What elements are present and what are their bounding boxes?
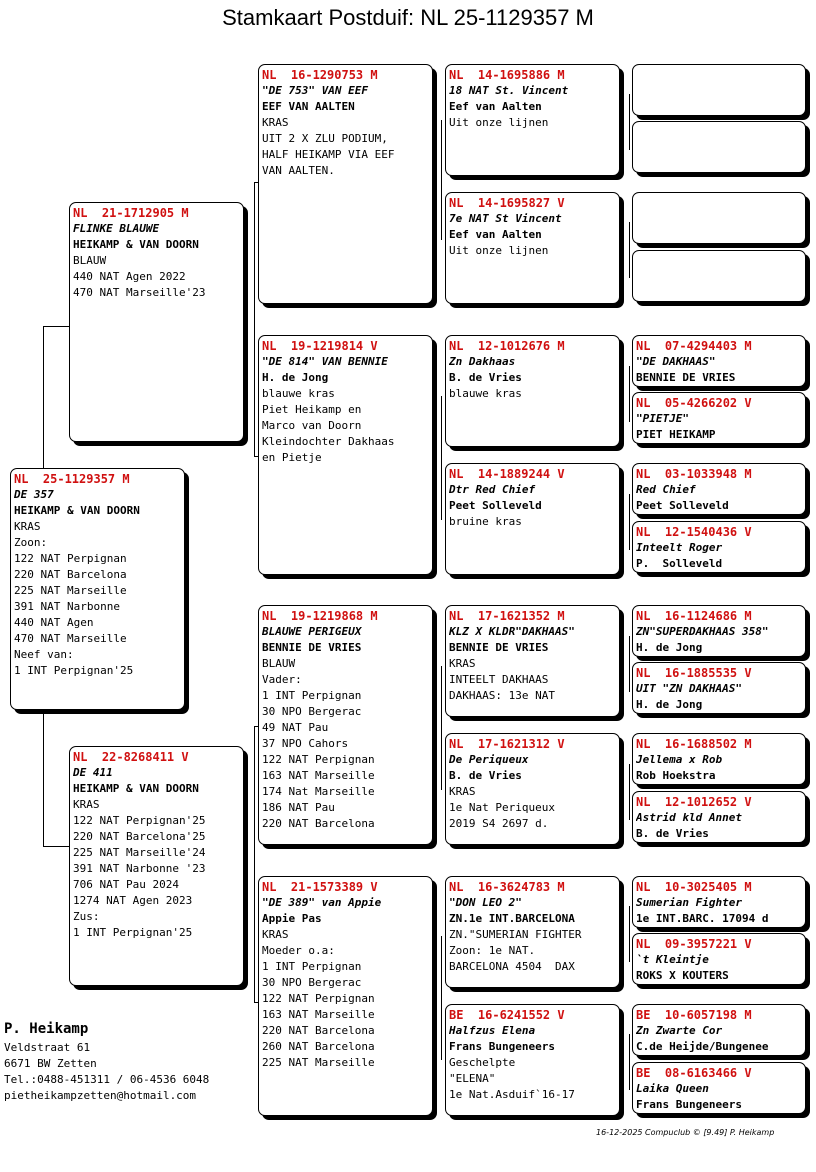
info-line: 470 NAT Marseille'23 (73, 286, 206, 299)
pedigree-card[interactable] (632, 1004, 806, 1056)
ring-number: NL 19-1219814 V (262, 339, 378, 353)
pigeon-name: "DE 753" VAN EEF (262, 84, 368, 97)
ring-number: NL 16-1688502 M (636, 737, 752, 751)
ring-number: NL 21-1712905 M (73, 206, 189, 220)
breeder-name: BENNIE DE VRIES (262, 641, 362, 654)
info-line: KRAS (449, 657, 476, 670)
pedigree-card[interactable] (632, 392, 806, 444)
owner-postcode: 6671 BW Zetten (4, 1057, 97, 1070)
info-line: 30 NPO Bergerac (262, 976, 362, 989)
info-line: 706 NAT Pau 2024 (73, 878, 179, 891)
ring-number: NL 16-3624783 M (449, 880, 565, 894)
info-line: "ELENA" (449, 1072, 496, 1085)
breeder-name: 1e INT.BARC. 17094 d (636, 912, 769, 925)
info-line: 225 NAT Marseille (14, 584, 127, 597)
info-line: 1 INT Perpignan (262, 689, 362, 702)
info-line: 220 NAT Barcelona (262, 1024, 375, 1037)
pigeon-name: Laika Queen (636, 1082, 709, 1095)
pedigree-card[interactable] (445, 733, 620, 845)
info-line: 174 Nat Marseille (262, 785, 375, 798)
owner-email[interactable]: pietheikampzetten@hotmail.com (4, 1089, 197, 1102)
breeder-name: Eef van Aalten (449, 228, 542, 241)
pigeon-name: Halfzus Elena (449, 1024, 536, 1037)
ring-number: NL 16-1885535 V (636, 666, 752, 680)
info-line: 391 NAT Narbonne '23 (73, 862, 206, 875)
pigeon-name: Sumerian Fighter (636, 896, 742, 909)
pedigree-card[interactable] (632, 192, 806, 244)
info-line: 1 INT Perpignan'25 (14, 664, 134, 677)
info-line: 1e Nat Periqueux (449, 801, 555, 814)
breeder-name: HEIKAMP & VAN DOORN (14, 504, 140, 517)
ring-number: NL 14-1695827 V (449, 196, 565, 210)
pigeon-name: 18 NAT St. Vincent (449, 84, 569, 97)
info-line: BARCELONA 4504 DAX (449, 960, 575, 973)
pigeon-name: "PIETJE" (636, 412, 689, 425)
owner-block (4, 1018, 209, 1104)
page-title: Stamkaart Postduif: NL 25-1129357 M (222, 5, 594, 30)
breeder-name: P. Solleveld (636, 557, 723, 570)
pigeon-name: Astrid kld Annet (636, 811, 742, 824)
pedigree-card[interactable] (632, 662, 806, 714)
pedigree-card[interactable] (258, 876, 433, 1116)
info-line: 220 NAT Barcelona'25 (73, 830, 206, 843)
pedigree-card[interactable] (258, 64, 433, 304)
breeder-name: ROKS X KOUTERS (636, 969, 729, 982)
info-line: en Pietje (262, 451, 322, 464)
pedigree-card[interactable] (632, 463, 806, 515)
breeder-name: HEIKAMP & VAN DOORN (73, 238, 199, 251)
pigeon-name: De Periqueux (449, 753, 529, 766)
ring-number: NL 07-4294403 M (636, 339, 752, 353)
info-line: blauwe kras (449, 387, 522, 400)
pigeon-name: Inteelt Roger (636, 541, 723, 554)
ring-number: NL 17-1621312 V (449, 737, 565, 751)
breeder-name: Appie Pas (262, 912, 322, 925)
info-line: 37 NPO Cahors (262, 737, 349, 750)
pedigree-card[interactable] (445, 605, 620, 717)
info-line: 122 NAT Perpignan'25 (73, 814, 206, 827)
info-line: Zus: (73, 910, 100, 923)
info-line: 225 NAT Marseille'24 (73, 846, 206, 859)
info-line: KRAS (449, 785, 476, 798)
info-line: KRAS (14, 520, 41, 533)
pigeon-name: 7e NAT St Vincent (449, 212, 562, 225)
breeder-name: H. de Jong (636, 641, 703, 654)
info-line: 1 INT Perpignan'25 (73, 926, 193, 939)
pedigree-card[interactable] (69, 746, 244, 986)
breeder-name: Peet Solleveld (449, 499, 542, 512)
breeder-name: EEF VAN AALTEN (262, 100, 355, 113)
breeder-name: Frans Bungeneers (449, 1040, 555, 1053)
pigeon-name: UIT "ZN DAKHAAS" (636, 682, 742, 695)
ring-number: NL 03-1033948 M (636, 467, 752, 481)
pigeon-name: Jellema x Rob (636, 753, 723, 766)
breeder-name: H. de Jong (262, 371, 329, 384)
ring-number: NL 05-4266202 V (636, 396, 752, 410)
info-line: 440 NAT Agen 2022 (73, 270, 186, 283)
ring-number: NL 22-8268411 V (73, 750, 189, 764)
pedigree-card[interactable] (632, 121, 806, 173)
info-line: Kleindochter Dakhaas (262, 435, 395, 448)
info-line: 220 NAT Barcelona (14, 568, 127, 581)
ring-number: NL 12-1012676 M (449, 339, 565, 353)
pedigree-card[interactable] (632, 250, 806, 302)
info-line: 1e Nat.Asduif`16-17 (449, 1088, 575, 1101)
info-line: 49 NAT Pau (262, 721, 329, 734)
ring-number: NL 14-1695886 M (449, 68, 565, 82)
ring-number: NL 17-1621352 M (449, 609, 565, 623)
info-line: Piet Heikamp en (262, 403, 362, 416)
breeder-name: C.de Heijde/Bungenee (636, 1040, 769, 1053)
info-line: 2019 S4 2697 d. (449, 817, 549, 830)
pigeon-name: Zn Dakhaas (449, 355, 516, 368)
breeder-name: B. de Vries (449, 371, 522, 384)
pedigree-card[interactable] (632, 64, 806, 116)
pigeon-name: Zn Zwarte Cor (636, 1024, 723, 1037)
pedigree-card[interactable] (445, 192, 620, 304)
ring-number: BE 10-6057198 M (636, 1008, 752, 1022)
pigeon-name: "DE 814" VAN BENNIE (262, 355, 388, 368)
ring-number: NL 19-1219868 M (262, 609, 378, 623)
breeder-name: Frans Bungeneers (636, 1098, 742, 1111)
breeder-name: Rob Hoekstra (636, 769, 716, 782)
info-line: Uit onze lijnen (449, 244, 549, 257)
info-line: Uit onze lijnen (449, 116, 549, 129)
info-line: BLAUW (73, 254, 107, 267)
pigeon-name: "DON LEO 2" (449, 896, 522, 909)
info-line: 1 INT Perpignan (262, 960, 362, 973)
pedigree-card[interactable] (632, 1062, 806, 1114)
pigeon-name: Dtr Red Chief (449, 483, 536, 496)
owner-address: Veldstraat 61 (4, 1041, 91, 1054)
info-line: BLAUW (262, 657, 296, 670)
info-line: KRAS (73, 798, 100, 811)
pedigree-card[interactable] (445, 335, 620, 447)
info-line: Moeder o.a: (262, 944, 335, 957)
pedigree-card[interactable] (632, 733, 806, 785)
breeder-name: BENNIE DE VRIES (636, 371, 736, 384)
pedigree-card[interactable] (445, 463, 620, 575)
ring-number: NL 16-1290753 M (262, 68, 378, 82)
info-line: 186 NAT Pau (262, 801, 335, 814)
pedigree-card[interactable] (632, 876, 806, 928)
pedigree-card[interactable] (632, 933, 806, 985)
info-line: 163 NAT Marseille (262, 769, 375, 782)
info-line: blauwe kras (262, 387, 335, 400)
pedigree-card[interactable] (632, 791, 806, 843)
ring-number: NL 16-1124686 M (636, 609, 752, 623)
pedigree-card[interactable] (69, 202, 244, 442)
breeder-name: PIET HEIKAMP (636, 428, 716, 441)
pedigree-card[interactable] (632, 335, 806, 387)
pedigree-card[interactable] (258, 605, 433, 845)
info-line: INTEELT DAKHAAS (449, 673, 549, 686)
owner-phone: Tel.:0488-451311 / 06-4536 6048 (4, 1073, 210, 1086)
info-line: 220 NAT Barcelona (262, 817, 375, 830)
footer-credit: 16-12-2025 Compuclub © [9.49] P. Heikamp (596, 1128, 775, 1137)
ring-number: NL 25-1129357 M (14, 472, 130, 486)
info-line: Zoon: 1e NAT. (449, 944, 536, 957)
pigeon-name: `t Kleintje (636, 953, 709, 966)
pedigree-card[interactable] (632, 605, 806, 657)
info-line: 440 NAT Agen (14, 616, 94, 629)
ring-number: NL 10-3025405 M (636, 880, 752, 894)
info-line: 391 NAT Narbonne (14, 600, 120, 613)
info-line: UIT 2 X ZLU PODIUM, (262, 132, 388, 145)
info-line: Neef van: (14, 648, 74, 661)
breeder-name: ZN.1e INT.BARCELONA (449, 912, 575, 925)
info-line: 163 NAT Marseille (262, 1008, 375, 1021)
info-line: 260 NAT Barcelona (262, 1040, 375, 1053)
info-line: Zoon: (14, 536, 48, 549)
info-line: ZN."SUMERIAN FIGHTER (449, 928, 582, 941)
owner-name: P. Heikamp (4, 1021, 89, 1037)
info-line: 122 NAT Perpignan (262, 753, 375, 766)
pigeon-name: DE 357 (14, 488, 54, 501)
info-line: Vader: (262, 673, 302, 686)
breeder-name: HEIKAMP & VAN DOORN (73, 782, 199, 795)
info-line: VAN AALTEN. (262, 164, 335, 177)
pedigree-card[interactable] (632, 521, 806, 573)
info-line: 225 NAT Marseille (262, 1056, 375, 1069)
pigeon-name: Red Chief (636, 483, 696, 496)
ring-number: NL 14-1889244 V (449, 467, 565, 481)
breeder-name: Eef van Aalten (449, 100, 542, 113)
pigeon-name: ZN"SUPERDAKHAAS 358" (636, 625, 769, 638)
info-line: 122 NAT Perpignan (14, 552, 127, 565)
ring-number: BE 08-6163466 V (636, 1066, 752, 1080)
info-line: HALF HEIKAMP VIA EEF (262, 148, 395, 161)
pedigree-card[interactable] (445, 64, 620, 176)
breeder-name: B. de Vries (449, 769, 522, 782)
pigeon-name: KLZ X KLDR"DAKHAAS" (449, 625, 575, 638)
pigeon-name: FLINKE BLAUWE (73, 222, 160, 235)
pedigree-card[interactable] (445, 1004, 620, 1116)
info-line: 122 NAT Perpignan (262, 992, 375, 1005)
info-line: KRAS (262, 928, 289, 941)
ring-number: NL 12-1540436 V (636, 525, 752, 539)
info-line: 1274 NAT Agen 2023 (73, 894, 193, 907)
pigeon-name: BLAUWE PERIGEUX (262, 625, 362, 638)
pigeon-name: "DE 389" van Appie (262, 896, 382, 909)
info-line: bruine kras (449, 515, 522, 528)
info-line: 470 NAT Marseille (14, 632, 127, 645)
ring-number: NL 21-1573389 V (262, 880, 378, 894)
info-line: 30 NPO Bergerac (262, 705, 362, 718)
breeder-name: BENNIE DE VRIES (449, 641, 549, 654)
breeder-name: Peet Solleveld (636, 499, 729, 512)
info-line: Geschelpte (449, 1056, 516, 1069)
breeder-name: H. de Jong (636, 698, 703, 711)
info-line: DAKHAAS: 13e NAT (449, 689, 555, 702)
pigeon-name: "DE DAKHAAS" (636, 355, 716, 368)
pedigree-card[interactable] (10, 468, 185, 710)
pedigree-card[interactable] (258, 335, 433, 575)
ring-number: NL 09-3957221 V (636, 937, 752, 951)
info-line: Marco van Doorn (262, 419, 362, 432)
ring-number: BE 16-6241552 V (449, 1008, 565, 1022)
info-line: KRAS (262, 116, 289, 129)
pedigree-card[interactable] (445, 876, 620, 988)
ring-number: NL 12-1012652 V (636, 795, 752, 809)
breeder-name: B. de Vries (636, 827, 709, 840)
pigeon-name: DE 411 (73, 766, 113, 779)
